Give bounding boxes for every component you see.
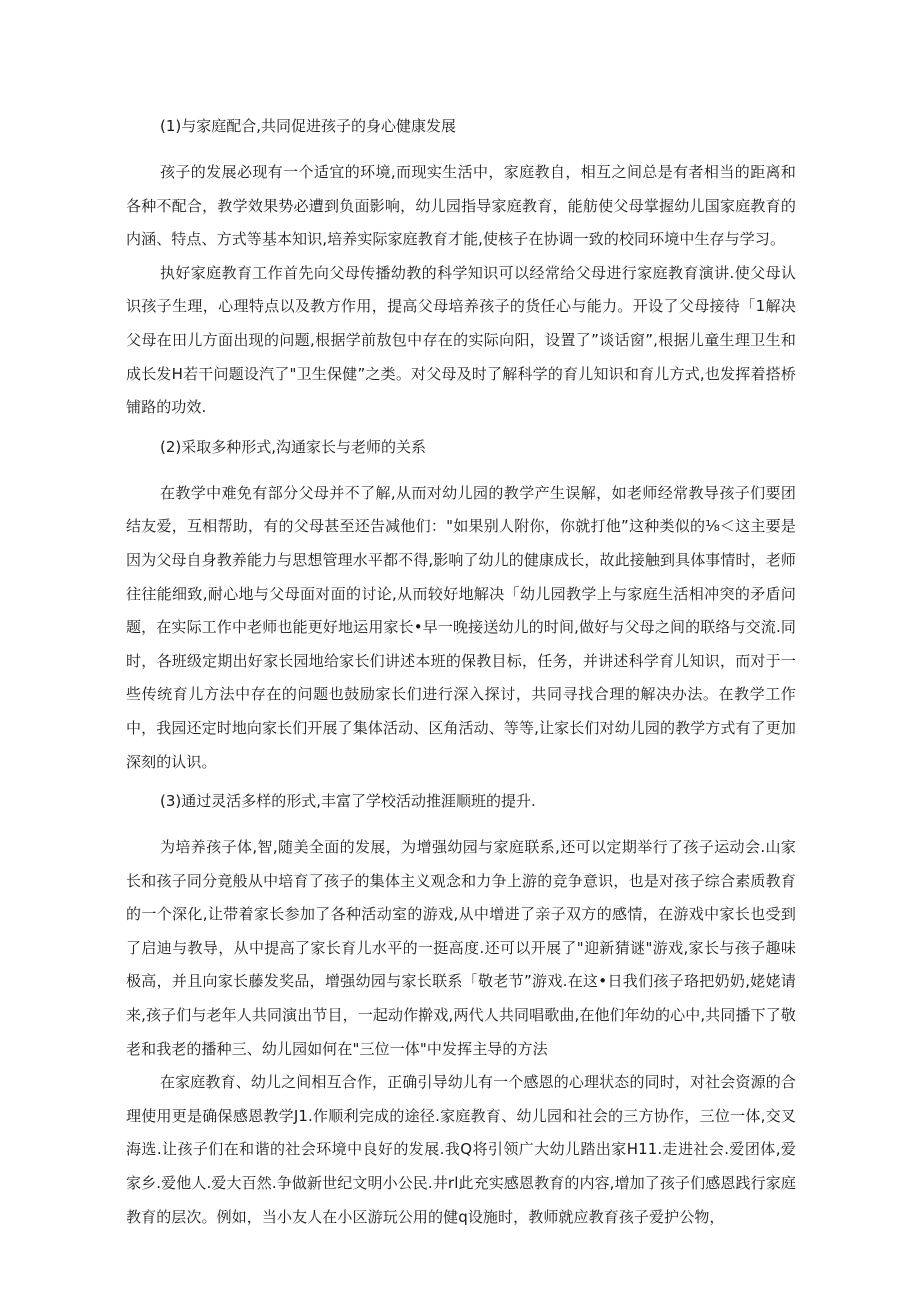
paragraph: 在家庭教育、幼儿之间相互合作，正确引导幼儿有一个感恩的心理状态的同时，对社会资源的合理使用更是确保感恩教学J1.作顺利完成的途径.家庭教育、幼儿园和社会的三方协作，三位一体,交叉海选.让孩子们在和谐的社会环境中良好的发展.我Q将引领广大幼儿踏出家H11.走进社会.爱团体,爱家乡.爱他人.爱大百然.争做新世纪文明小公民.井rl此充实感恩教育的内容,增加了孩子们感恩践行家庭教育的层次。例如，当小友人在小区游玩公用的健q设施时，教师就应教育孩子爱护公物， — [126, 1073, 796, 1226]
paragraph: 为培养孩子体,智,随美全面的发展，为增强幼园与家庭联系,还可以定期举行了孩子运动会.山家长和孩子同分竟般从中培育了孩子的集体主义观念和力争上游的竞争意识，也是对孩子综合素质教育的一个深化,让带着家长参加了各种活动室的游戏,从中增进了亲子双方的感情，在游戏中家长也受到了启迪与教导，从中提高了家长育儿水平的一挺高度.还可以开展了"迎新猜谜"游戏,家长与孩子趣味极高，并且向家长藤发奖品，增强幼园与家长联系「敬老节”游戏.在这•日我们孩子珞把奶奶,姥姥请来,孩子们与老年人共同演出节目，一起动作擀戏,两代人共同唱歌曲,在他们年幼的心中,共同播下了敬老和我老的播种三、幼儿园如何在"三位一体"中发挥主导的方法 — [126, 838, 796, 1058]
section-heading-3: (3)通过灵活多样的形式,丰富了学校活动推涯顺班的提升. — [160, 792, 536, 811]
paragraph: 在教学中难免有部分父母并不了解,从而对幼儿园的教学产生误解，如老师经常教导孩子们要团结友爱，互相帮助，有的父母甚至还告减他们："如果别人附你，你就打他”这种类似的⅛＜这主要是因为父母自身教养能力与思想管理水平都不得,影响了幼儿的健康成长，故此接触到具体事情时，老师往往能细致,耐心地与父母面对面的讨论,从而较好地解决「幼儿园教学上与家庭生活相冲突的矛盾问题，在实际工作中老师也能更好地运用家长•早一晚接送幼儿的时间,做好与父母之间的联络与交流.同时，各班级定期出好家长园地给家长们讲述本班的保教目标，任务，并讲述科学育儿知识，而对于一些传统育儿方法中存在的问题也鼓励家长们进行深入探讨，共同寻找合理的解决办法。在教学工作中，我园还定时地向家长们开展了集体活动、区角活动、等等,让家长们对幼儿园的教学方式有了更加深刻的认识。 — [126, 483, 796, 771]
section-heading-1: (1)与家庭配合,共同促进孩子的身心健康发展 — [160, 117, 457, 135]
paragraph: 执好家庭教育工作首先向父母传播幼教的科学知识可以经常给父母进行家庭教育演讲.使父母认识孩子生理，心理特点以及教方作用，提高父母培养孩子的货任心与能力。开设了父母接待「1解决父母在田儿方面出现的问题,根据学前敖包中存在的实际向阳，设置了”谈话窗”,根据儿童生理卫生和成长发H若干问题设汽了"卫生保健”之类。对父母及时了解科学的育儿知识和育儿方式,也发挥着搭桥铺路的功效. — [126, 263, 796, 417]
paragraph: 孩子的发展必现有一个适宜的环境,而现实生活中，家庭教自，相互之间总是有者相当的距离和各种不配合，教学效果势必遭到负面影响，幼儿园指导家庭教育，能舫使父母掌握幼儿国家庭教育的内涵、特点、方式等基本知识,培养实际家庭教育才能,使核子在协调一致的校同环境中生存与学习。 — [126, 163, 796, 249]
document-page — [126, 112, 796, 1234]
section-heading-2: (2)采取多种形式,沟通家长与老师的关系 — [160, 437, 427, 456]
